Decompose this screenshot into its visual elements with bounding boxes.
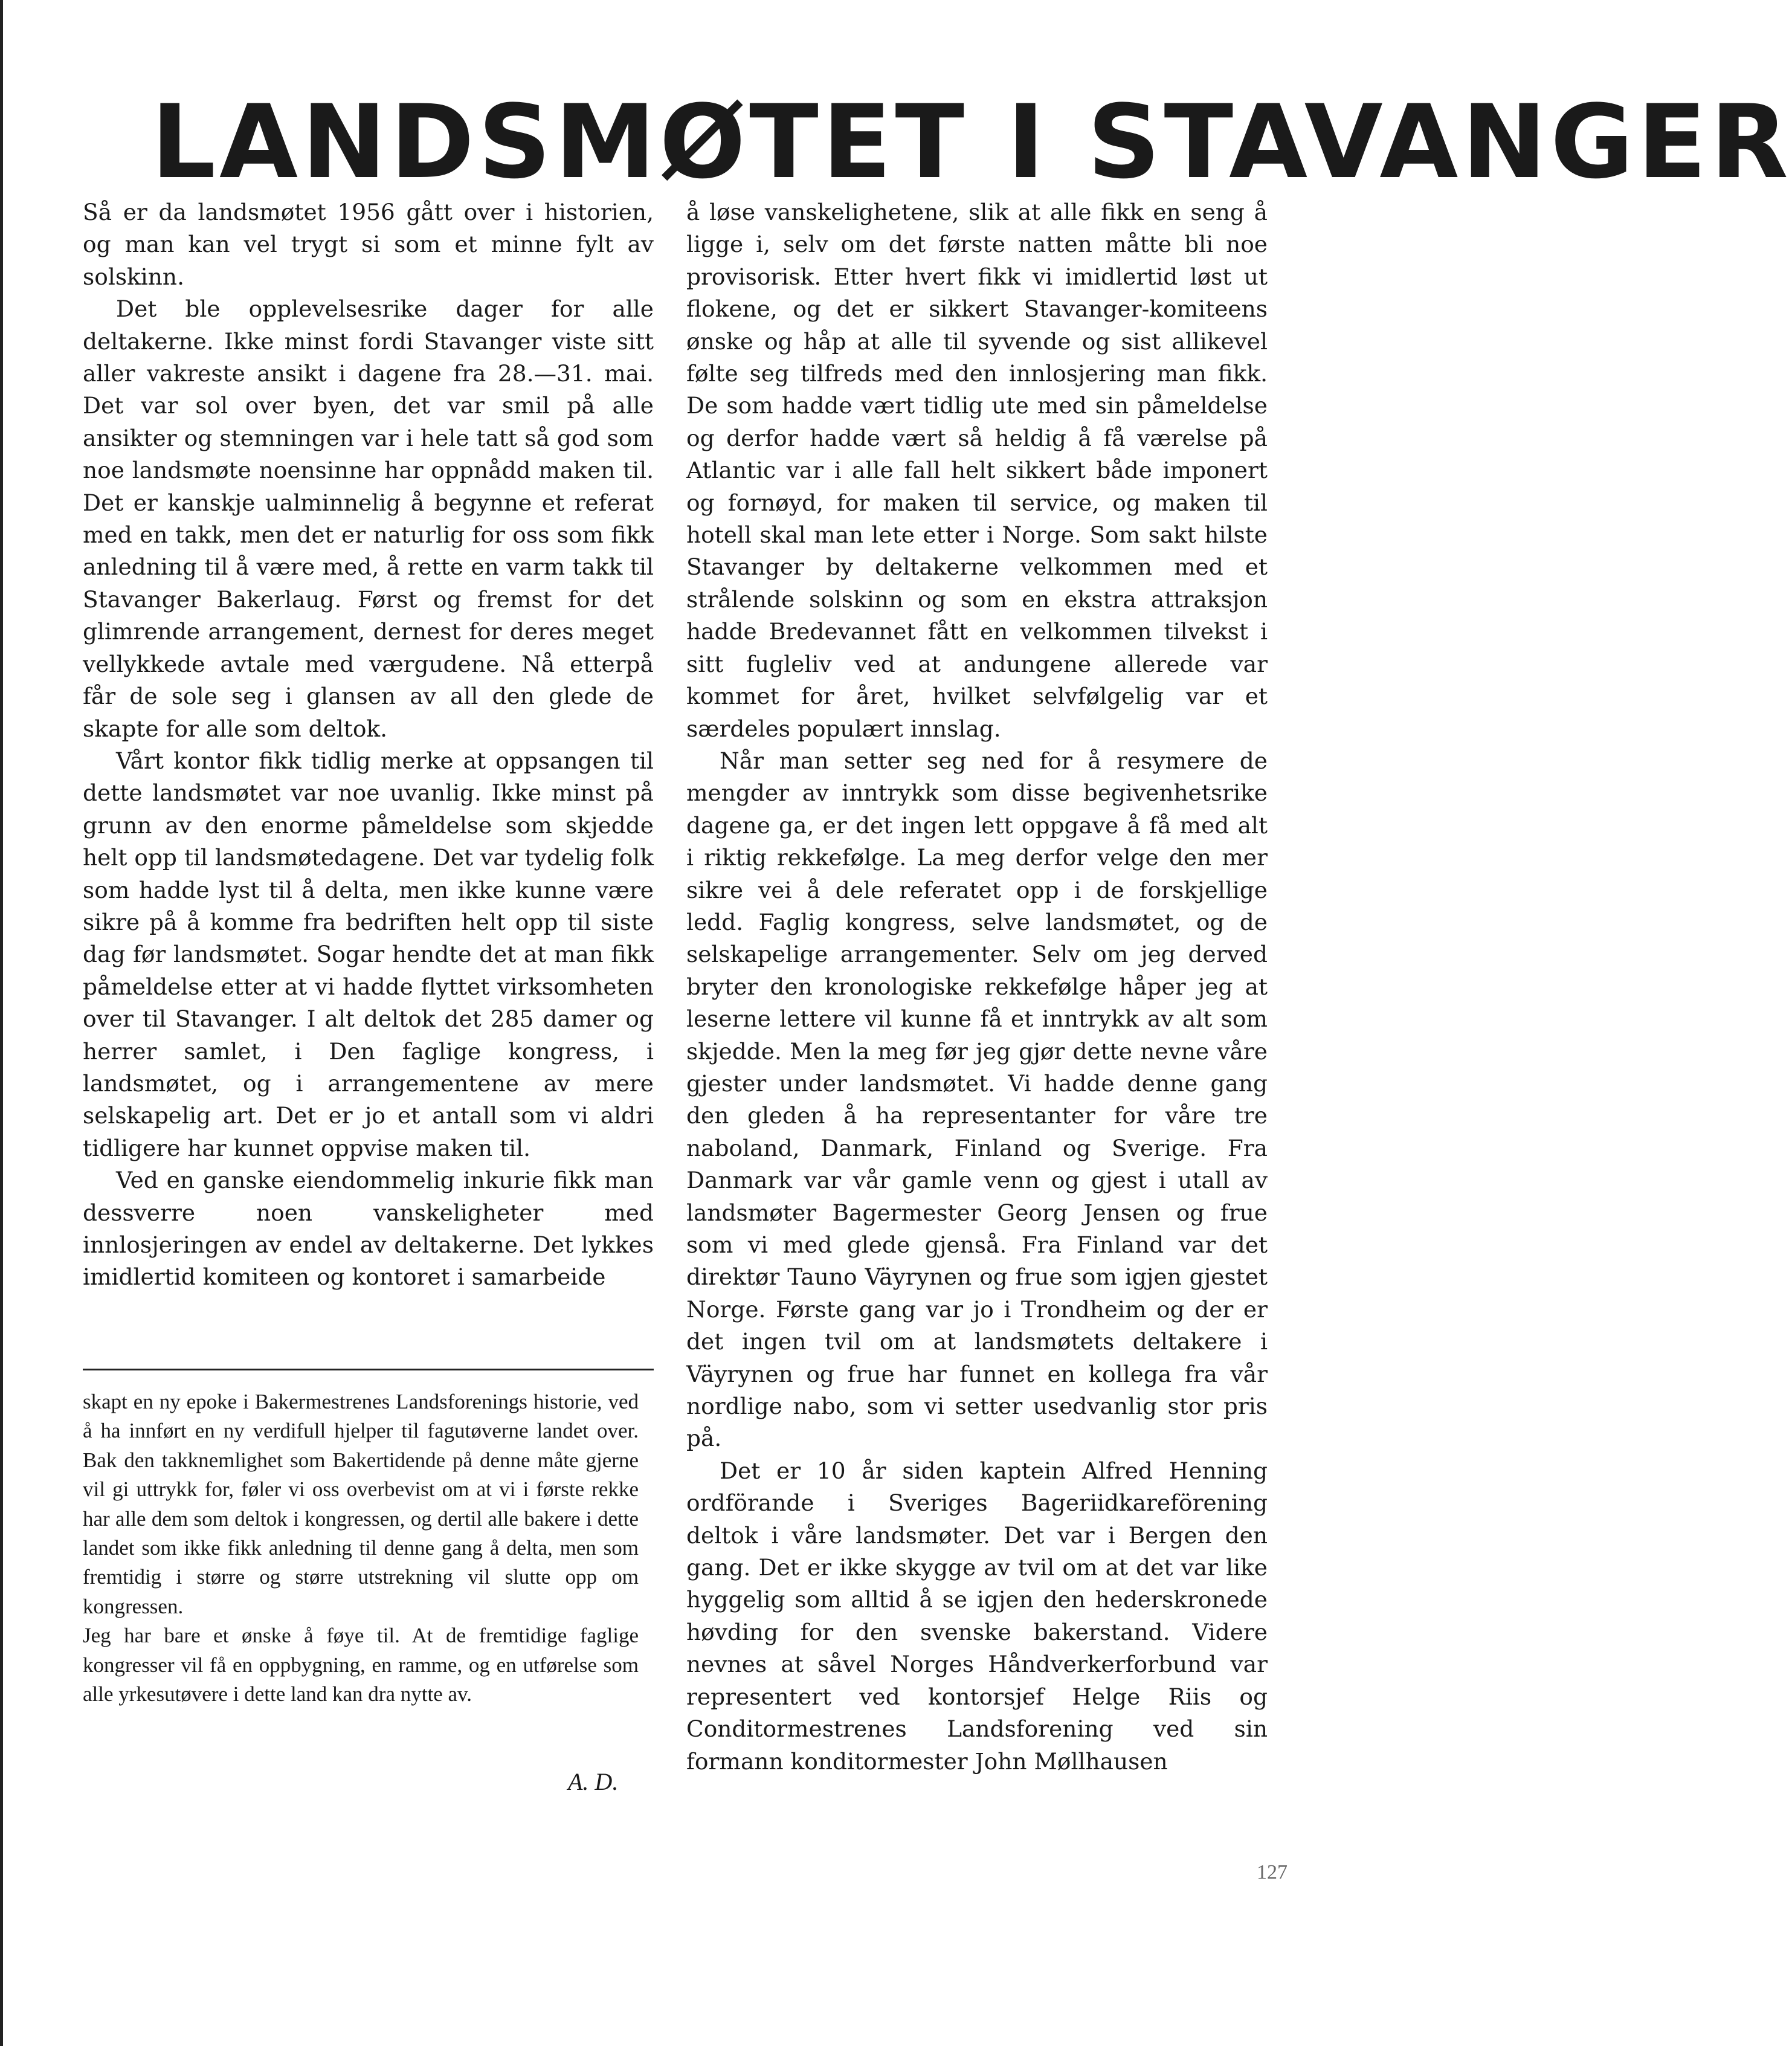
section-divider: [83, 1369, 654, 1370]
note-paragraph: Jeg har bare et ønske å føye til. At de fremtidige faglige kongresser vil få en oppbygning, en ramme, og en utførelse som alle yrkesutøvere i dette land kan dra nytte av.: [83, 1624, 639, 1706]
paragraph: Det ble opplevelsesrike dager for alle deltakerne. Ikke minst fordi Stavanger viste sitt aller vakreste ansikt i dagene fra 28.—31. mai. Det var sol over byen, det var smil på alle ansikter og stemningen var i hele tatt så god som noe landsmøte noensinne har oppnådd maken til. Det er kanskje ualminnelig å begynne et referat med en takk, men det er naturlig for oss som fikk anledning til å være med, å rette en varm takk til Stavanger Bakerlaug. Først og fremst for det glimrende arrangement, dernest for deres meget vellykkede avtale med værgudene. Nå etterpå får de sole seg i glansen av all den glede de skapte for alle som deltok.: [83, 295, 654, 742]
paragraph: Så er da landsmøtet 1956 gått over i historien, og man kan vel trygt si som et minne fylt av solskinn.: [83, 199, 654, 290]
closing-note: [83, 1387, 639, 1709]
page-number: 127: [1257, 1861, 1288, 1883]
page-edge: [0, 0, 3, 2046]
paragraph: Vårt kontor fikk tidlig merke at oppsangen til dette landsmøtet var noe uvanlig. Ikke minst på grunn av den enorme påmeldelse som skjedde helt opp til landsmøtedagene. Det var tydelig folk som hadde lyst til å delta, men ikke kunne være sikre på å komme fra bedriften helt opp til siste dag før landsmøtet. Sogar hendte det at man fikk påmeldelse etter at vi hadde flyttet virksomheten over til Stavanger. I alt deltok det 285 damer og herrer samlet, i Den faglige kongress, i landsmøtet, og i arrangementene av mere selskapelig art. Det er jo et antall som vi aldri tidligere har kunnet oppvise maken til.: [83, 747, 654, 1161]
paragraph: Når man setter seg ned for å resymere de mengder av inntrykk som disse begivenhetsrike dagene ga, er det ingen lett oppgave å få med alt i riktig rekkefølge. La meg derfor velge den mer sikre vei å dele referatet opp i de forskjellige ledd. Faglig kongress, selve landsmøtet, og de selskapelige arrangementer. Selv om jeg derved bryter den kronologiske rekkefølge håper jeg at leserne lettere vil kunne få et inntrykk av alt som skjedde. Men la meg før jeg gjør dette nevne våre gjester under landsmøtet. Vi hadde denne gang den gleden å ha representanter for våre tre naboland, Danmark, Finland og Sverige. Fra Danmark var vår gamle venn og gjest i utall av landsmøter Bagermester Georg Jensen og frue som vi med glede gjenså. Fra Finland var det direktør Tauno Väyrynen og frue som igjen gjestet Norge. Første gang var jo i Trondheim og der er det ingen tvil om at landsmøtets deltakere i Väyrynen og frue har funnet en kollega fra vår nordlige nabo, som vi setter usedvanlig stor pris på.: [686, 747, 1268, 1452]
paragraph: Ved en ganske eiendommelig inkurie fikk man dessverre noen vanskeligheter med innlosjeringen av endel av deltakerne. Det lykkes imidlertid komiteen og kontoret i samarbeide: [83, 1167, 654, 1291]
note-paragraph: skapt en ny epoke i Bakermestrenes Landsforenings historie, ved å ha innført en ny verdifull hjelper til fagutøverne landet over. Bak den takknemlighet som Bakertidende på denne måte gjerne vil gi uttrykk for, føler vi oss overbevist om at vi i første rekke har alle dem som deltok i kongressen, og dertil alle bakere i dette landet som ikke fikk anledning til denne gang å delta, men som fremtidig i større og større utstrekning vil slutte opp om kongressen.: [83, 1390, 639, 1618]
paragraph: å løse vanskelighetene, slik at alle fikk en seng å ligge i, selv om det første natten måtte bli noe provisorisk. Etter hvert fikk vi imidlertid løst ut flokene, og det er sikkert Stavanger-komiteens ønske og håp at alle til syvende og sist allikevel følte seg tilfreds med den innlosjering man fikk. De som hadde vært tidlig ute med sin påmeldelse og derfor hadde vært så heldig å få værelse på Atlantic var i alle fall helt sikkert både imponert og fornøyd, for maken til service, og maken til hotell skal man lete etter i Norge. Som sakt hilste Stavanger by deltakerne velkommen med et strålende solskinn og som en ekstra attraksjon hadde Bredevannet fått en velkommen tilvekst i sitt fugleliv ved at andungene allerede var kommet for året, hvilket selvfølgelig var et særdeles populært innslag.: [686, 199, 1268, 742]
right-column: [686, 196, 1268, 1778]
paragraph: Det er 10 år siden kaptein Alfred Henning ordförande i Sveriges Bageriidkareförening deltok i våre landsmøter. Det var i Bergen den gang. Det er ikke skygge av tvil om at det var like hyggelig som alltid å se igjen den hederskronede høvding for den svenske bakerstand. Videre nevnes at såvel Norges Håndverkerforbund var representert ved kontorsjef Helge Riis og Conditormestrenes Landsforening ved sin formann konditormester John Møllhausen: [686, 1457, 1268, 1775]
article-title: LANDSMØTET I STAVANGER: [151, 83, 1792, 201]
signature: A. D.: [568, 1768, 619, 1795]
left-column: [83, 196, 654, 1294]
